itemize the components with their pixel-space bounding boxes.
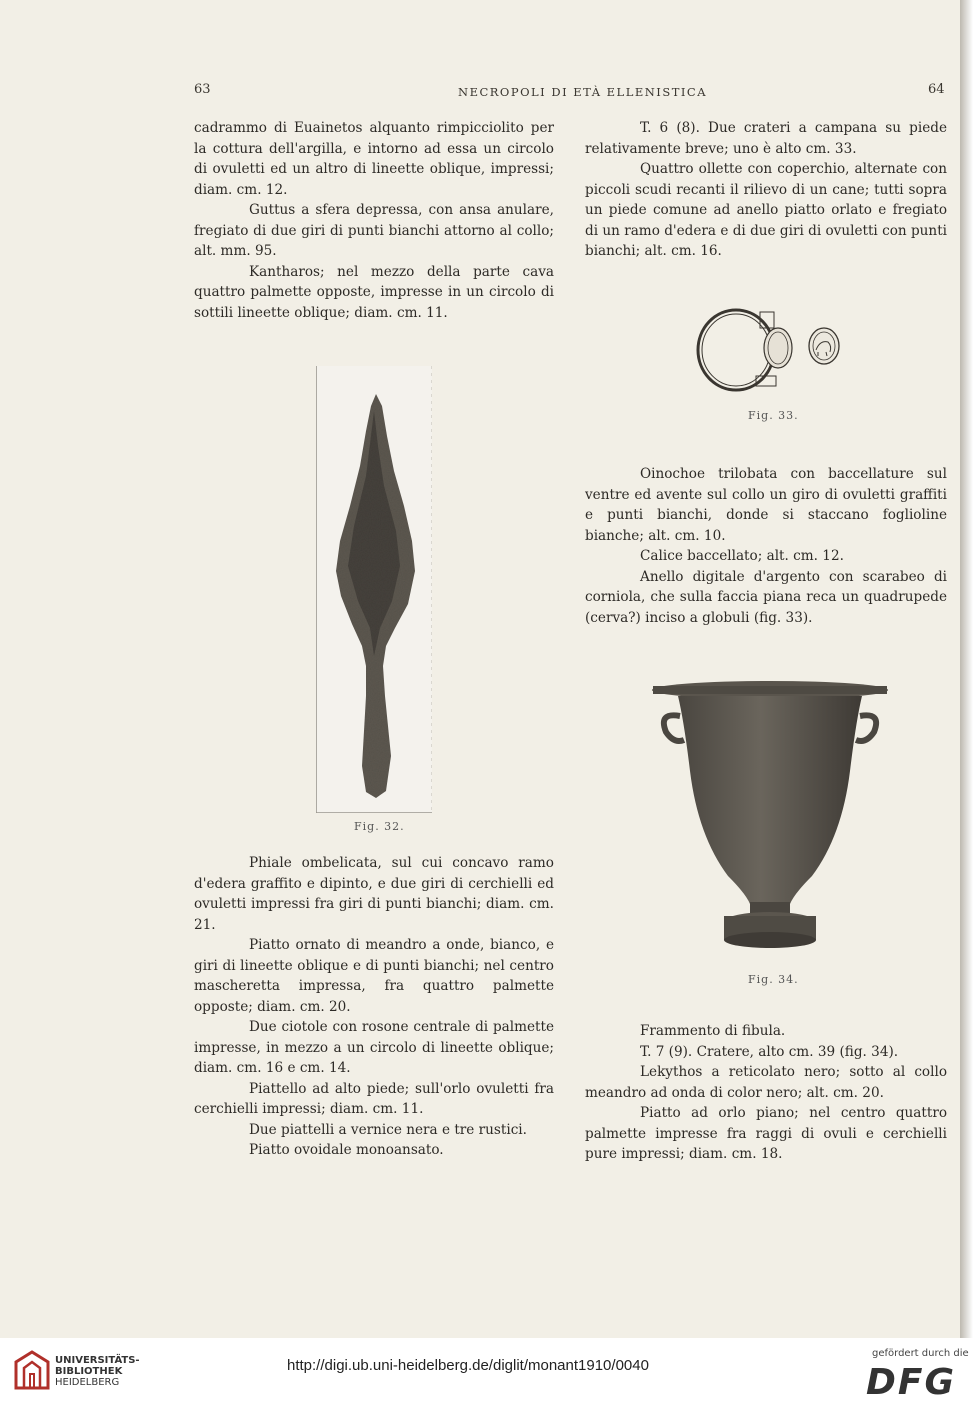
left-column-bottom-text [194, 853, 554, 1161]
paragraph: Frammento di fibula. [640, 1023, 786, 1039]
paragraph: T. 6 (8). Due crateri a campana su piede relativamente breve; uno è alto cm. 33. [585, 120, 947, 157]
library-logo-icon [12, 1348, 52, 1396]
right-page-number: 64 [928, 82, 945, 97]
paragraph: Piatto ovoidale monoansato. [249, 1142, 444, 1158]
paragraph: Due piattelli a vernice nera e tre rustici. [249, 1121, 527, 1138]
figure-32-spearhead [316, 366, 432, 813]
paragraph: Piatto ad orlo piano; nel centro quattro palmette impresse fra raggi di ovuli e cerchielli pure impressi; diam. cm. 18. [585, 1105, 947, 1162]
figure-32-caption: Fig. 32. [354, 820, 405, 833]
paragraph: Guttus a sfera depressa, con ansa anulare, fregiato di due giri di punti bianchi attorno al collo; alt. mm. 95. [194, 202, 554, 259]
paragraph: Piattello ad alto piede; sull'orlo ovuletti fra cerchielli impressi; diam. cm. 11. [194, 1080, 554, 1117]
paragraph: Quattro ollette con coperchio, alternate con piccoli scudi recanti il rilievo di un cane; tutti sopra un piede comune ad anello piatto orlato e fregiato di un ramo d'edera e di due giri di ovuletti con punti bianchi; alt. cm. 16. [585, 161, 947, 259]
paragraph: Kantharos; nel mezzo della parte cava quattro palmette opposte, impresse in un circolo di sottili lineette oblique; diam. cm. 11. [194, 263, 554, 321]
right-column-bottom-text [585, 1021, 947, 1165]
permalink-url[interactable]: http://digi.ub.uni-heidelberg.de/diglit/monant1910/0040 [287, 1357, 649, 1374]
library-line-2: BIBLIOTHEK [55, 1366, 123, 1377]
library-line-1: UNIVERSITÄTS- [55, 1355, 140, 1366]
paragraph: Calice baccellato; alt. cm. 12. [640, 548, 844, 564]
paragraph: Piatto ornato di meandro a onde, bianco, e giri di lineette oblique e di punti bianchi; nel centro mascheretta impressa, fra quattro palmette opposte; diam. cm. 20. [194, 937, 554, 1015]
paragraph: cadrammo di Euainetos alquanto rimpicciolito per la cottura dell'argilla, e intorno ad essa un circolo di ovuletti ed un altro di lineette oblique, impressi; diam. cm. 12. [194, 120, 554, 198]
page-edge-shadow [960, 0, 973, 1338]
paragraph: Due ciotole con rosone centrale di palmette impresse, in mezzo a un circolo di lineette oblique; diam. cm. 16 e cm. 14. [194, 1019, 554, 1076]
paragraph: Phiale ombelicata, sul cui concavo ramo d'edera graffito e dipinto, e due giri di cerchielli ed ovuletti impressi fra giri di punti bianchi; diam. cm. 21. [194, 855, 554, 933]
left-page-number: 63 [194, 82, 211, 97]
figure-33-caption: Fig. 33. [748, 409, 799, 422]
left-column-top-text [194, 118, 554, 323]
right-column-top-text [585, 118, 947, 262]
footer-bar [0, 1338, 973, 1410]
library-line-3: HEIDELBERG [55, 1377, 120, 1388]
figure-34-caption: Fig. 34. [748, 973, 799, 986]
dfg-logo: DFG [866, 1362, 957, 1403]
paragraph: Oinochoe trilobata con baccellature sul ventre ed avente sul collo un giro di ovuletti graffiti e punti bianchi, donde si staccano foglioline bianche; alt. cm. 10. [585, 466, 947, 544]
paragraph: T. 7 (9). Cratere, alto cm. 39 (fig. 34). [640, 1043, 899, 1060]
funding-note: gefördert durch die [872, 1348, 969, 1359]
running-title: NECROPOLI DI ETÀ ELLENISTICA [458, 85, 708, 99]
right-column-middle-text [585, 464, 947, 628]
figure-34-crater [650, 676, 890, 958]
paragraph: Lekythos a reticolato nero; sotto al collo meandro ad onda di color nero; alt. cm. 20. [585, 1064, 947, 1101]
figure-33-ring [694, 300, 854, 400]
library-name [55, 1355, 140, 1388]
paragraph: Anello digitale d'argento con scarabeo di corniola, che sulla faccia piana reca un quadrupede (cerva?) inciso a globuli (fig. 33). [585, 568, 947, 626]
